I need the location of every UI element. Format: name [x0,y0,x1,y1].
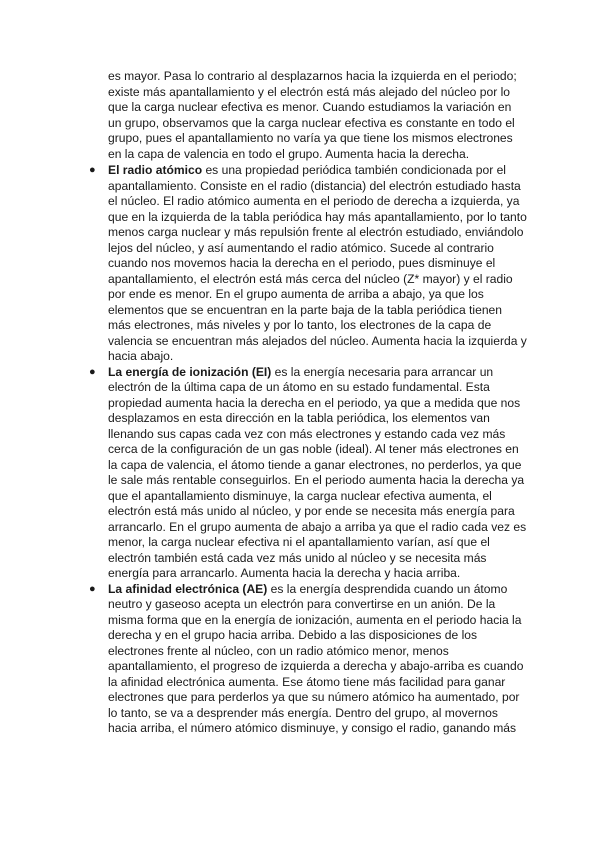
term-radio-atomico: El radio atómico [108,163,203,177]
term-afinidad-electronica: La afinidad electrónica (AE) [108,581,268,596]
bullet-icon: ● [89,365,96,378]
list-item-afinidad-electronica [89,581,528,737]
bullet-icon: ● [89,164,96,176]
definition-energia-ionizacion: es la energía necesaria para arrancar un electrón de la última capa de un átomo en su estado fundamental. Esta propiedad aumenta hacia la derecha en el periodo, ya que a medida que nos desplazamos en esta dirección en la tabla periódica, los elementos van llenando sus capas cada vez con más electrones y estando cada vez más cerca de la configuración de un gas noble (ideal). Al tener más electrones en la capa de valencia, el átomo tiende a ganar electrones, no perderlos, ya que le sale más rentable conseguirlos. En el periodo aumenta hacia la derecha ya que el apantallamiento disminuye, la carga nuclear efectiva aumenta, el electrón está más unido al núcleo, y por ende se necesita más energía para arrancarlo. En el grupo aumenta de abajo a arriba ya que el radio cada vez es menor, la carga nuclear efectiva ni el apantallamiento varían, así que el electrón también está cada vez más unido al núcleo y se necesita más energía para arrancarlo. Aumenta hacia la derecha y hacia arriba. [108,364,527,580]
bullet-icon: ● [89,582,96,595]
definition-radio-atomico: es una propiedad periódica también condicionada por el apantallamiento. Consiste en el radio (distancia) del electrón estudiado hasta el núcleo. El radio atómico aumenta en el periodo de derecha a izquierda, ya que en la izquierda de la tabla periódica hay más apantallamiento, por lo tanto menos carga nuclear y más repulsión frente al electrón estudiado, enviándolo lejos del núcleo, y así aumentando el radio atómico. Sucede al contrario cuando nos movemos hacia la derecha en el periodo, pues disminuye el apantallamiento, el electrón está más cerca del núcleo (Z* mayor) y el radio por ende es menor. En el grupo aumenta de arriba a abajo, ya que los elementos que se encuentran en la parte baja de la tabla periódica tienen más electrones, más niveles y por lo tanto, los electrones de la capa de valencia se encuentran más alejados del núcleo. Aumenta hacia la izquierda y hacia abajo. [108,163,527,363]
property-list [89,163,528,737]
term-energia-ionizacion: La energía de ionización (EI) [108,364,272,379]
list-item-radio-atomico [89,163,528,365]
definition-afinidad-electronica: es la energía desprendida cuando un átomo neutro y gaseoso acepta un electrón para convertirse en un anión. De la misma forma que en la energía de ionización, aumenta en el periodo hacia la derecha y en el grupo hacia arriba. Debido a las disposiciones de los electrones frente al núcleo, con un radio atómico menor, menos apantallamiento, el progreso de izquierda a derecha y abajo-arriba es cuando la afinidad electrónica aumenta. Ese átomo tiene más facilidad para ganar electrones que para perderlos ya que su número atómico ha aumentado, por lo tanto, se va a desprender más energía. Dentro del grupo, al movernos hacia arriba, el número atómico disminuye, y consigo el radio, ganando más [108,581,524,735]
intro-paragraph: es mayor. Pasa lo contrario al desplazarnos hacia la izquierda en el periodo; existe más apantallamiento y el electrón está más alejado del núcleo por lo que la carga nuclear efectiva es menor. Cuando estudiamos la variación en un grupo, observamos que la carga nuclear efectiva es constante en todo el grupo, pues el apantallamiento no varía ya que tiene los mismos electrones en la capa de valencia en todo el grupo. Aumenta hacia la derecha. [108,69,517,161]
list-item-energia-ionizacion [89,364,528,582]
